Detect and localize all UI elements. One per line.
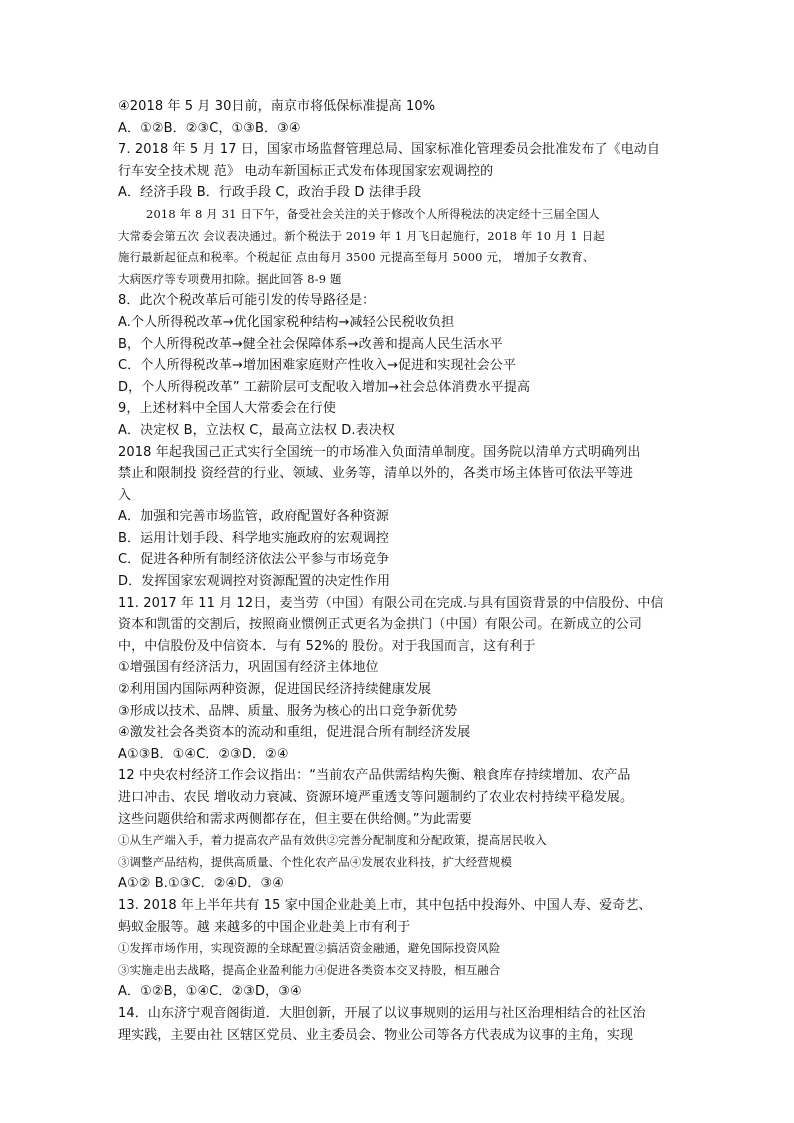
statement-item: ④激发社会各类资本的流动和重组，促进混合所有制经济发展 <box>118 725 471 741</box>
answer-options: A①③B．①④C．②③D．②④ <box>118 746 289 762</box>
question-8-text: 8．此次个税改革后可能引发的传导路径是： <box>118 293 376 309</box>
option-d: D，个人所得税改革” 工薪阶层可支配收入增加→社会总体消费水平提高 <box>118 379 531 395</box>
question-9-text: 9，上述材料中全国人大常委会在行使 <box>118 401 336 417</box>
question-14-text: 理实践，主要由社 区辖区党员、业主委员会、物业公司等各方代表成为议事的主角，实现 <box>118 1027 634 1043</box>
option-b: B，个人所得税改革→健全社会保障体系→改善和提高人民生活水平 <box>118 336 503 352</box>
statement-item: ③调整产品结构，提供高质量、个性化农产品④发展农业科技，扩大经营规模 <box>118 854 513 869</box>
statement-item: ②利用国内国际两种资源，促进国民经济持续健康发展 <box>118 682 432 698</box>
question-11-text: 11. 2017 年 11 月 12日，麦当劳（中国）有限公司在完成.与具有国资背景的中信股份、中信 <box>118 595 664 611</box>
material-paragraph: 大常委会第五次 会议表决通过。新个税法于 2019 年 1 月飞日起施行，2018 年 10 月 1 日起 <box>118 228 605 243</box>
answer-options: A．经济手段 B．行政手段 C，政治手段 D 法律手段 <box>118 185 422 201</box>
question-13-text: 13. 2018 年上半年共有 15 家中国企业赴美上市，其中包括中投海外、中国人寿、爱奇艺、 <box>118 897 652 913</box>
option-a: A．加强和完善市场监管，政府配置好各种资源 <box>118 509 389 525</box>
question-13-text: 蚂蚁金服等。越 来越多的中国企业赴美上市有利于 <box>118 919 411 935</box>
question-11-text: 中，中信股份及中信资本．与有 52%的 股份。对于我国而言，这有利于 <box>118 638 536 654</box>
question-12-text: 12 中央农村经济工作会议指出：“当前农产品供需结构失衡、粮食库存持续增加、农产品 <box>118 768 631 784</box>
statement-item: ③实施走出去战略，提高企业盈利能力④促进各类资本交叉持股，相互融合 <box>118 962 501 977</box>
material-paragraph: 大病医疗等专项费用扣除。据此回答 8-9 题 <box>118 271 342 286</box>
material-paragraph: 施行最新起征点和税率。个税起征 点由每月 3500 元提高至每月 5000 元， 增加子女教育、 <box>118 250 595 265</box>
option-a: A.个人所得税改革→优化国家税种结构→减轻公民税收负担 <box>118 314 455 330</box>
answer-options: A．①②B．②③C，①③B．③④ <box>118 120 301 136</box>
statement-item: ③形成以技术、品牌、质量、服务为核心的出口竞争新优势 <box>118 703 458 719</box>
option-c: C．个人所得税改革→增加困难家庭财产性收入→促进和实现社会公平 <box>118 358 516 374</box>
answer-options: A．①②B，①④C．②③D，③④ <box>118 984 302 1000</box>
question-10-text: 禁止和限制投 资经营的行业、领域、业务等，清单以外的，各类市场主体皆可依法平等进 <box>118 466 634 482</box>
question-7-text: 行车安全技术规 范》 电动车新国标正式发布体现国家宏观调控的 <box>118 163 494 179</box>
answer-options: A．决定权 B，立法权 C，最高立法权 D.表决权 <box>118 422 395 438</box>
option-d: D．发挥国家宏观调控对资源配置的决定性作用 <box>118 574 391 590</box>
question-10-text: 2018 年起我国己正式实行全国统一的市场准入负面清单制度。国务院以清单方式明确列出 <box>118 444 641 460</box>
statement-item: ①增强国有经济活力，巩固国有经济主体地位 <box>118 660 379 676</box>
option-c: C．促进各种所有制经济依法公平参与市场竞争 <box>118 552 390 568</box>
question-14-text: 14．山东济宁观音阁街道．大胆创新，开展了以议事规则的运用与社区治理相结合的社区治 <box>118 1005 646 1021</box>
document-page <box>118 96 678 1046</box>
statement-item: ①发挥市场作用，实现资源的全球配置②搞活资金融通，避免国际投资风险 <box>118 941 501 956</box>
question-11-text: 资本和凯雷的交割后，按照商业惯例正式更名为金拱门（中国）有限公司。在新成立的公司 <box>118 617 643 633</box>
question-10-text: 入 <box>118 487 132 503</box>
question-7-text: 7. 2018 年 5 月 17 日，国家市场监督管理总局、国家标准化管理委员会批准发布了《电动自 <box>118 142 660 158</box>
answer-options: A①② B.①③C．②④D．③④ <box>118 876 284 892</box>
statement-item: ①从生产端入手，着力提高农产品有效供②完善分配制度和分配政策，提高居民收入 <box>118 833 547 848</box>
option-b: B．运用计划手段、科学地实施政府的宏观调控 <box>118 530 390 546</box>
material-paragraph: 2018 年 8 月 31 日下午，备受社会关注的关于修改个人所得税法的决定经十三届全国人 <box>146 206 600 221</box>
question-12-text: 进口冲击、农民 增收动力衰减、资源环境严重透支等问题制约了农业农村持续平稳发展。 <box>118 790 634 805</box>
question-12-text: 这些问题供给和需求两侧都存在，但主要在供给侧。”为此需要 <box>118 811 473 827</box>
text-line: ④2018 年 5 月 30日前，南京市将低保标准提高 10% <box>118 99 436 114</box>
